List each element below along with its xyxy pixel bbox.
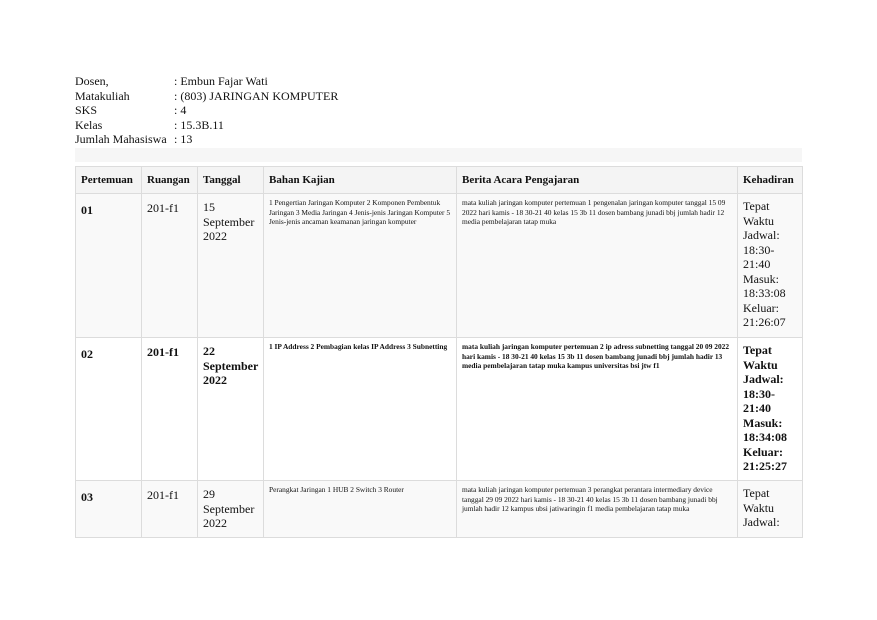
matakuliah-label: Matakuliah: [75, 88, 130, 103]
table-header-row: [76, 167, 803, 194]
header-berita-acara: Berita Acara Pengajaran: [457, 167, 738, 194]
info-row-jumlah: [75, 132, 338, 147]
table-row: [76, 194, 803, 338]
sks-value: : 4: [174, 103, 187, 118]
kelas-value: : 15.3B.11: [174, 117, 224, 132]
info-row-dosen: [75, 74, 338, 89]
cell-ruangan: 201-f1: [142, 194, 198, 338]
cell-pertemuan: 01: [76, 194, 142, 338]
cell-berita-acara: mata kuliah jaringan komputer pertemuan 1 pengenalan jaringan komputer tanggal 15 09 2022 hari kamis - 18 30-21 40 kelas 15 3b 11 dosen bambang junadi bbj jumlah hadir 12 media pembelajaran tatap muka: [457, 194, 738, 338]
info-row-kelas: [75, 118, 338, 133]
kehadiran-line: Jadwal:: [743, 372, 784, 386]
header-ruangan: Ruangan: [142, 167, 198, 194]
kehadiran-line: Waktu: [743, 357, 778, 372]
kehadiran-line: Masuk:: [743, 415, 783, 430]
kehadiran-line: 18:30-: [743, 386, 775, 401]
cell-pertemuan: 03: [76, 481, 142, 538]
course-info: [75, 74, 338, 147]
kehadiran-line: 18:34:08: [743, 430, 787, 444]
kehadiran-line: 21:40: [743, 401, 771, 415]
jumlah-label: Jumlah Mahasiswa: [75, 132, 167, 147]
cell-tanggal: 15 September 2022: [198, 194, 264, 338]
kehadiran-line: Keluar:: [743, 300, 779, 315]
kehadiran-line: Jadwal:: [743, 515, 780, 529]
kehadiran-line: Tepat: [743, 343, 772, 357]
table-row: [76, 481, 803, 538]
cell-bahan-kajian: 1 IP Address 2 Pembagian kelas IP Address 3 Subnetting: [264, 338, 457, 481]
cell-pertemuan: 02: [76, 338, 142, 481]
cell-tanggal: 29 September 2022: [198, 481, 264, 538]
cell-kehadiran: [738, 338, 803, 481]
cell-bahan-kajian: 1 Pengertian Jaringan Komputer 2 Komponen Pembentuk Jaringan 3 Media Jaringan 4 Jenis-jenis Jaringan Komputer 5 Jenis-jenis ancaman keamanan jaringan komputer: [264, 194, 457, 338]
attendance-table: [75, 166, 803, 538]
dosen-value: : Embun Fajar Wati: [174, 74, 268, 88]
matakuliah-value: : (803) JARINGAN KOMPUTER: [174, 88, 339, 103]
kehadiran-line: 18:33:08: [743, 286, 786, 300]
header-bahan-kajian: Bahan Kajian: [264, 167, 457, 194]
kehadiran-line: 21:40: [743, 257, 771, 271]
sks-label: SKS: [75, 103, 98, 118]
info-row-sks: [75, 103, 338, 118]
table-row: [76, 338, 803, 481]
cell-ruangan: 201-f1: [142, 338, 198, 481]
separator-band: [75, 148, 802, 162]
kelas-label: Kelas: [75, 117, 103, 132]
cell-berita-acara: mata kuliah jaringan komputer pertemuan 3 perangkat perantara intermediary device tanggal 29 09 2022 hari kamis - 18 30-21 40 kelas 15 3b 11 dosen bambang junadi bbj jumlah hadir 12 kampus ubsi jatiwaringin f1 media pembelajaran tatap muka: [457, 481, 738, 538]
header-pertemuan: Pertemuan: [76, 167, 142, 194]
kehadiran-line: 21:26:07: [743, 315, 786, 329]
kehadiran-line: Tepat: [743, 199, 770, 213]
kehadiran-line: Keluar:: [743, 444, 783, 459]
cell-kehadiran: [738, 481, 803, 538]
kehadiran-line: Waktu: [743, 500, 775, 515]
kehadiran-line: Masuk:: [743, 271, 779, 286]
cell-ruangan: 201-f1: [142, 481, 198, 538]
kehadiran-line: 21:25:27: [743, 459, 787, 473]
cell-kehadiran: [738, 194, 803, 338]
kehadiran-line: Tepat: [743, 486, 770, 500]
cell-berita-acara: mata kuliah jaringan komputer pertemuan 2 ip adress subnetting tanggal 20 09 2022 hari kamis - 18 30-21 40 kelas 15 3b 11 dosen bambang junadi bbj jumlah hadir 13 media pembelajaran tatap muka kampus universitas bsi jtw f1: [457, 338, 738, 481]
dosen-label: Dosen,: [75, 74, 109, 88]
info-row-matakuliah: [75, 89, 338, 104]
jumlah-value: : 13: [174, 132, 193, 147]
cell-bahan-kajian: Perangkat Jaringan 1 HUB 2 Switch 3 Router: [264, 481, 457, 538]
header-tanggal: Tanggal: [198, 167, 264, 194]
kehadiran-line: Jadwal:: [743, 228, 780, 242]
kehadiran-line: Waktu: [743, 213, 775, 228]
kehadiran-line: 18:30-: [743, 242, 775, 257]
header-kehadiran: Kehadiran: [738, 167, 803, 194]
cell-tanggal: 22 September 2022: [198, 338, 264, 481]
